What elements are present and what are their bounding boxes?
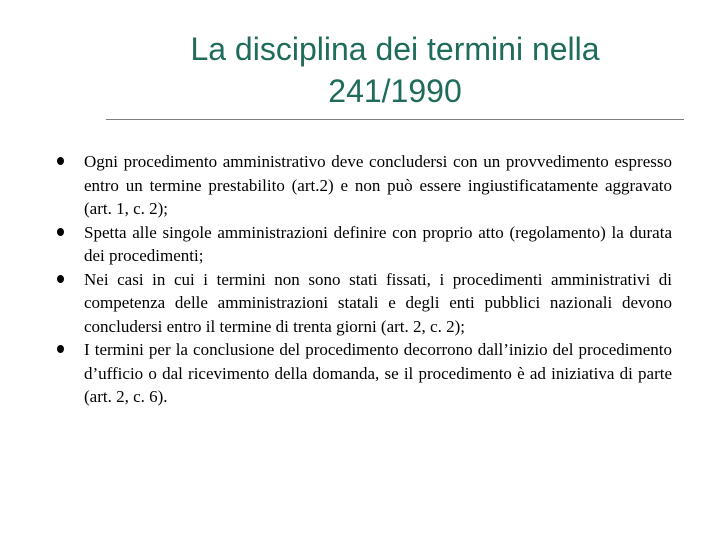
bullet-dot-icon (57, 275, 64, 283)
bullet-dot-icon (57, 228, 64, 236)
bullet-text: I termini per la conclusione del procedimento decorrono dall’inizio del procedimento d’ufficio o dal ricevimento della domanda, se il procedimento è ad iniziativa di parte (art. 2, c. 6). (84, 340, 672, 406)
bullet-dot-icon (57, 157, 64, 165)
bullet-item (56, 150, 672, 221)
bullet-text: Nei casi in cui i termini non sono stati fissati, i procedimenti amministrativi di competenza delle amministrazioni statali e degli enti pubblici nazionali devono concludersi entro il termine di trenta giorni (art. 2, c. 2); (84, 269, 672, 336)
bullet-list (56, 150, 672, 409)
bullet-item (56, 338, 672, 409)
bullet-dot-icon (57, 345, 64, 353)
bullet-text: Spetta alle singole amministrazioni definire con proprio atto (regolamento) la durata dei procedimenti; (84, 222, 672, 265)
slide-title: La disciplina dei termini nella 241/1990 (190, 31, 600, 109)
bullet-item (56, 221, 672, 268)
bullet-text: Ogni procedimento amministrativo deve concludersi con un provvedimento espresso entro un termine prestabilito (art.2) e non può essere ingiustificatamente aggravato (art. 1, c. 2); (84, 152, 672, 218)
title-divider (106, 119, 684, 120)
bullet-item (56, 268, 672, 339)
